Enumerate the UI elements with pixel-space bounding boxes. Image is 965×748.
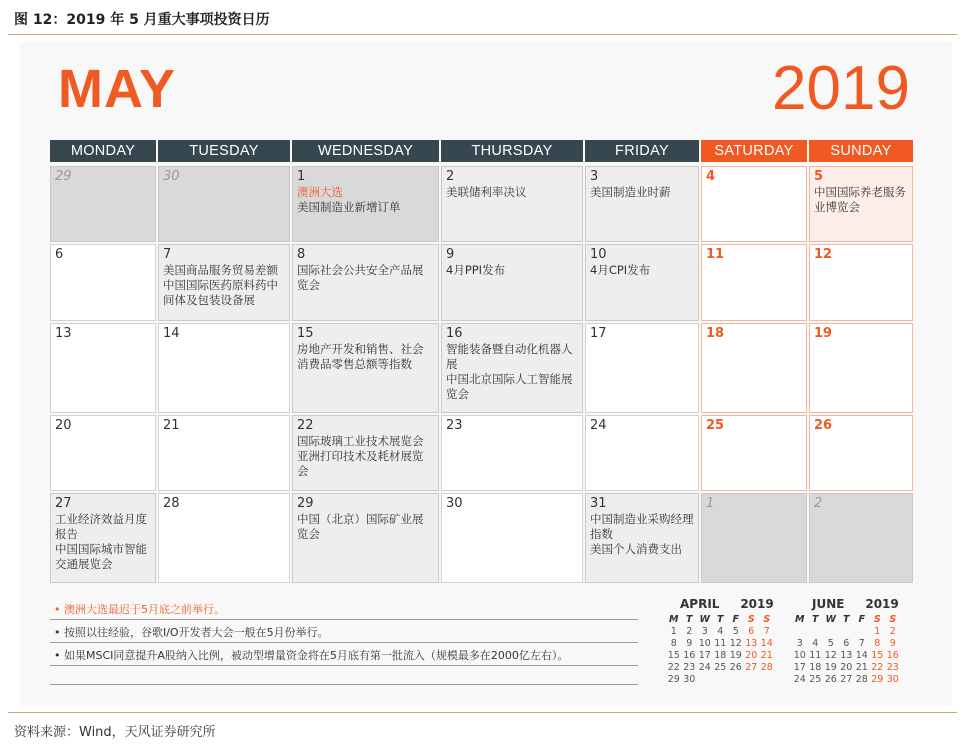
mini-day: 20 <box>745 650 758 661</box>
mini-day: 12 <box>824 650 837 661</box>
note-item: • 按照以往经验，谷歌I/O开发者大会一般在5月份举行。 <box>50 622 638 643</box>
mini-day: 7 <box>858 638 865 649</box>
event-text: 中国北京国际人工智能展览会 <box>446 372 573 401</box>
mini-day: 1 <box>670 626 677 637</box>
mini-weekday-label: T <box>843 614 850 625</box>
note-item: • 澳洲大选最迟于5月底之前举行。 <box>50 599 638 620</box>
mini-day: 23 <box>886 662 899 673</box>
day-cell[interactable] <box>158 493 290 583</box>
day-number: 24 <box>590 418 607 433</box>
mini-day: 28 <box>760 662 773 673</box>
weekday-header-wednesday: WEDNESDAY <box>292 140 439 162</box>
mini-calendar-grid <box>666 614 775 685</box>
day-number: 18 <box>706 326 725 341</box>
mini-day <box>728 674 744 685</box>
top-rule <box>8 34 957 35</box>
bottom-rule <box>8 712 957 713</box>
day-number: 29 <box>55 169 72 184</box>
source-note: 资料来源：Wind，天风证券研究所 <box>14 725 216 740</box>
day-number: 30 <box>446 496 463 511</box>
weekday-header-monday: MONDAY <box>50 140 156 162</box>
weekday-header-sunday: SUNDAY <box>809 140 913 162</box>
day-number: 9 <box>446 247 455 262</box>
day-number: 29 <box>297 496 314 511</box>
mini-weekday-label: F <box>732 614 739 625</box>
mini-weekday-label: F <box>858 614 865 625</box>
day-number: 14 <box>163 326 180 341</box>
day-cell[interactable] <box>585 415 699 491</box>
day-number: 2 <box>814 496 823 511</box>
event-text: 4月PPI发布 <box>446 263 506 277</box>
mini-day: 24 <box>793 674 806 685</box>
event-text: 亚洲打印技术及耗材展览会 <box>297 449 424 478</box>
mini-day: 13 <box>840 650 853 661</box>
day-cell[interactable] <box>701 323 807 413</box>
mini-day: 5 <box>827 638 834 649</box>
day-number: 15 <box>297 326 314 341</box>
mini-weekday-label: T <box>717 614 724 625</box>
mini-calendar-year: 2019 <box>865 597 899 611</box>
mini-weekday-label: S <box>747 614 755 625</box>
mini-day: 15 <box>871 650 884 661</box>
day-cell[interactable] <box>158 244 290 321</box>
mini-day: 16 <box>683 650 696 661</box>
day-cell[interactable] <box>292 415 439 491</box>
day-cell[interactable] <box>809 166 913 242</box>
mini-day <box>854 626 870 637</box>
day-number: 21 <box>163 418 180 433</box>
day-number: 5 <box>814 169 824 184</box>
day-cell[interactable] <box>50 493 156 583</box>
mini-day: 15 <box>667 650 680 661</box>
day-number: 11 <box>706 247 725 262</box>
day-number: 30 <box>163 169 180 184</box>
day-number: 6 <box>55 247 64 262</box>
day-cell[interactable] <box>701 415 807 491</box>
day-cell[interactable] <box>441 244 583 321</box>
notes-divider <box>50 684 638 685</box>
day-cell[interactable] <box>585 244 699 321</box>
mini-weekday-label: W <box>825 614 836 625</box>
mini-day: 22 <box>871 662 884 673</box>
day-cell[interactable] <box>50 166 156 242</box>
mini-day: 22 <box>667 662 680 673</box>
day-number: 1 <box>706 496 715 511</box>
mini-day: 5 <box>732 626 739 637</box>
mini-day: 4 <box>812 638 819 649</box>
mini-weekday-label: S <box>889 614 897 625</box>
mini-day: 16 <box>886 650 899 661</box>
mini-day: 11 <box>714 638 727 649</box>
mini-day: 24 <box>698 662 711 673</box>
mini-day: 1 <box>874 626 881 637</box>
mini-day <box>839 626 855 637</box>
mini-weekday-label: T <box>686 614 693 625</box>
day-cell[interactable] <box>585 166 699 242</box>
mini-day: 19 <box>824 662 837 673</box>
event-text: 美国制造业时薪 <box>590 185 671 199</box>
day-number: 31 <box>590 496 607 511</box>
mini-calendar-month: JUNE <box>812 597 845 611</box>
day-number: 20 <box>55 418 72 433</box>
month-heading: MAY <box>58 59 177 119</box>
day-number: 17 <box>590 326 607 341</box>
event-text: 国际玻璃工业技术展览会 <box>297 434 424 448</box>
day-number: 4 <box>706 169 716 184</box>
event-text: 中国国际养老服务业博览会 <box>814 185 906 214</box>
mini-day: 10 <box>698 638 711 649</box>
day-cell[interactable] <box>158 166 290 242</box>
day-cell[interactable] <box>701 493 807 583</box>
day-number: 16 <box>446 326 463 341</box>
mini-day: 25 <box>809 674 822 685</box>
day-number: 23 <box>446 418 463 433</box>
mini-day: 25 <box>714 662 727 673</box>
mini-day: 13 <box>745 638 758 649</box>
day-cell[interactable] <box>441 323 583 413</box>
mini-day: 26 <box>729 662 742 673</box>
event-text: 房地产开发和销售、社会消费品零售总额等指数 <box>297 342 424 371</box>
mini-day: 29 <box>871 674 884 685</box>
event-text: 中国国际城市智能交通展览会 <box>55 542 147 571</box>
event-text: 美国制造业新增订单 <box>297 200 401 214</box>
mini-day <box>759 674 775 685</box>
mini-day: 3 <box>796 638 803 649</box>
mini-day: 6 <box>748 626 755 637</box>
event-text: 美国商品服务贸易差额 <box>163 263 278 277</box>
mini-day <box>713 674 729 685</box>
mini-day: 17 <box>793 662 806 673</box>
day-number: 8 <box>297 247 306 262</box>
weekday-header-saturday: SATURDAY <box>701 140 807 162</box>
day-cell[interactable] <box>809 493 913 583</box>
day-number: 13 <box>55 326 72 341</box>
mini-day: 18 <box>809 662 822 673</box>
event-text: 美国个人消费支出 <box>590 542 682 556</box>
mini-day: 3 <box>701 626 708 637</box>
mini-day: 19 <box>729 650 742 661</box>
note-item: • 如果MSCI同意提升A股纳入比例，被动型增量资金将在5月底有第一批流入（规模最多在2000亿左右）。 <box>50 645 638 666</box>
day-cell[interactable] <box>50 244 156 321</box>
mini-day: 9 <box>889 638 896 649</box>
mini-day <box>792 626 808 637</box>
event-text: 中国（北京）国际矿业展览会 <box>297 512 424 541</box>
mini-calendar-spacer <box>844 597 865 611</box>
day-number: 3 <box>590 169 599 184</box>
mini-weekday-label: S <box>763 614 771 625</box>
event-text: 中国制造业采购经理指数 <box>590 512 694 541</box>
mini-calendar-month: APRIL <box>680 597 720 611</box>
mini-day <box>823 626 839 637</box>
day-number: 2 <box>446 169 455 184</box>
mini-day: 8 <box>874 638 881 649</box>
day-number: 10 <box>590 247 607 262</box>
event-text: 澳洲大选 <box>297 185 343 199</box>
day-cell[interactable] <box>809 415 913 491</box>
day-number: 22 <box>297 418 314 433</box>
day-cell[interactable] <box>585 323 699 413</box>
day-cell[interactable] <box>292 323 439 413</box>
mini-calendar-grid <box>792 614 901 685</box>
mini-calendar-title <box>812 597 899 611</box>
mini-day: 9 <box>686 638 693 649</box>
mini-day: 8 <box>670 638 677 649</box>
day-number: 7 <box>163 247 172 262</box>
mini-calendar-year: 2019 <box>740 597 774 611</box>
day-number: 25 <box>706 418 725 433</box>
mini-weekday-label: T <box>812 614 819 625</box>
mini-day: 14 <box>855 650 868 661</box>
day-cell[interactable] <box>292 493 439 583</box>
day-cell[interactable] <box>585 493 699 583</box>
mini-calendar-title <box>680 597 774 611</box>
mini-weekday-label: W <box>699 614 710 625</box>
event-text: 4月CPI发布 <box>590 263 651 277</box>
day-cell[interactable] <box>50 323 156 413</box>
figure-title: 图 12：2019 年 5 月重大事项投资日历 <box>14 12 270 28</box>
weekday-header-tuesday: TUESDAY <box>158 140 290 162</box>
mini-day: 28 <box>855 674 868 685</box>
mini-day <box>808 626 824 637</box>
mini-day: 21 <box>855 662 868 673</box>
day-cell[interactable] <box>809 323 913 413</box>
mini-weekday-label: M <box>795 614 805 625</box>
day-cell[interactable] <box>158 415 290 491</box>
mini-day: 21 <box>760 650 773 661</box>
mini-day: 6 <box>843 638 850 649</box>
day-cell[interactable] <box>50 415 156 491</box>
event-text: 智能装备暨自动化机器人展 <box>446 342 573 371</box>
mini-weekday-label: S <box>873 614 881 625</box>
mini-day: 29 <box>667 674 680 685</box>
day-cell[interactable] <box>441 415 583 491</box>
mini-day: 10 <box>793 650 806 661</box>
day-number: 19 <box>814 326 833 341</box>
mini-day: 7 <box>763 626 770 637</box>
day-number: 28 <box>163 496 180 511</box>
mini-day: 2 <box>889 626 896 637</box>
mini-day: 11 <box>809 650 822 661</box>
mini-day: 27 <box>745 662 758 673</box>
mini-day: 2 <box>686 626 693 637</box>
mini-calendar-spacer <box>719 597 740 611</box>
weekday-header-friday: FRIDAY <box>585 140 699 162</box>
year-heading: 2019 <box>772 54 910 123</box>
mini-day: 23 <box>683 662 696 673</box>
mini-day: 30 <box>683 674 696 685</box>
day-cell[interactable] <box>701 166 807 242</box>
mini-weekday-label: M <box>669 614 679 625</box>
day-number: 1 <box>297 169 306 184</box>
day-cell[interactable] <box>441 166 583 242</box>
day-cell[interactable] <box>809 244 913 321</box>
mini-day: 26 <box>824 674 837 685</box>
mini-day: 18 <box>714 650 727 661</box>
mini-day: 17 <box>698 650 711 661</box>
event-text: 国际社会公共安全产品展览会 <box>297 263 424 292</box>
mini-day <box>697 674 713 685</box>
mini-day: 20 <box>840 662 853 673</box>
mini-day: 12 <box>729 638 742 649</box>
day-cell[interactable] <box>292 244 439 321</box>
day-cell[interactable] <box>441 493 583 583</box>
event-text: 工业经济效益月度报告 <box>55 512 147 541</box>
weekday-header-thursday: THURSDAY <box>441 140 583 162</box>
mini-day: 30 <box>886 674 899 685</box>
mini-day: 4 <box>717 626 724 637</box>
day-cell[interactable] <box>701 244 807 321</box>
day-cell[interactable] <box>158 323 290 413</box>
event-text: 中国国际医药原料药中间体及包装设备展 <box>163 278 278 307</box>
day-number: 12 <box>814 247 833 262</box>
day-number: 26 <box>814 418 833 433</box>
mini-day: 27 <box>840 674 853 685</box>
day-number: 27 <box>55 496 72 511</box>
day-cell[interactable] <box>292 166 439 242</box>
event-text: 美联储利率决议 <box>446 185 527 199</box>
mini-day: 14 <box>760 638 773 649</box>
mini-day <box>744 674 760 685</box>
